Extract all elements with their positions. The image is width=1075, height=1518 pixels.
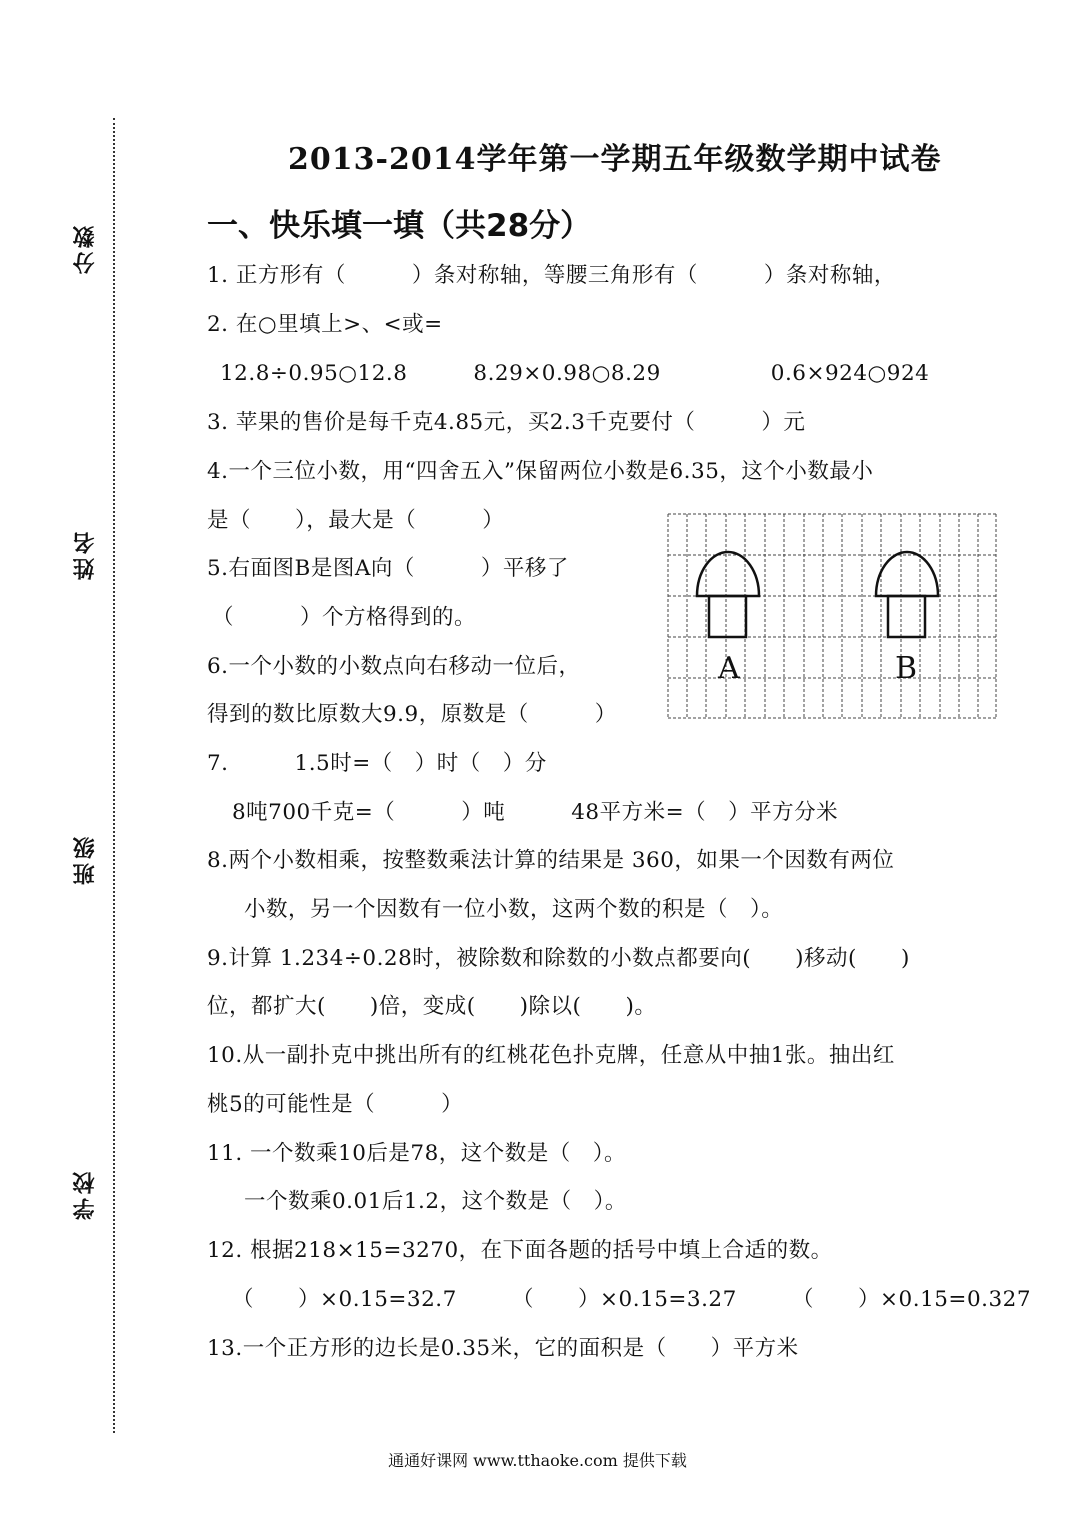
question-4: 4.一个三位小数，用“四舍五入”保留两位小数是6.35，这个小数最小 — [207, 459, 874, 484]
translation-grid-figure — [666, 512, 998, 720]
side-label-score: 分数 — [73, 222, 98, 274]
question-3: 3. 苹果的售价是每千克4.85元，买2.3千克要付（ ）元 — [207, 410, 806, 435]
question-6: 6.一个小数的小数点向右移动一位后， — [207, 654, 581, 679]
footer-source: 通通好课网 www.tthaoke.com 提供下载 — [388, 1451, 687, 1470]
question-2: 2. 在○里填上>、<或= — [207, 312, 443, 337]
question-9-cont: 位，都扩大( )倍，变成( )除以( )。 — [207, 994, 657, 1019]
side-label-school: 学校 — [73, 1168, 98, 1220]
figure-label-a: A — [718, 651, 740, 686]
figure-label-b: B — [895, 651, 918, 686]
question-9: 9.计算 1.234÷0.28时，被除数和除数的小数点都要向( )移动( ) — [207, 946, 910, 971]
question-4-cont: 是（ ），最大是（ ） — [207, 508, 505, 533]
question-10-cont: 桃5的可能性是（ ） — [207, 1092, 464, 1117]
question-7: 7. 1.5时=（ ）时（ ）分 — [207, 751, 547, 776]
question-5-cont: （ ）个方格得到的。 — [212, 605, 477, 630]
side-label-class: 班级 — [73, 833, 98, 885]
question-8-cont: 小数，另一个因数有一位小数，这两个数的积是（ ）。 — [244, 897, 784, 922]
question-8: 8.两个小数相乘，按整数乘法计算的结果是 360，如果一个因数有两位 — [207, 848, 895, 873]
question-11-cont: 一个数乘0.01后1.2，这个数是（ ）。 — [244, 1189, 627, 1214]
exam-title: 2013-2014学年第一学期五年级数学期中试卷 — [288, 142, 942, 177]
question-2-items: 12.8÷0.95○12.8 8.29×0.98○8.29 0.6×924○924 — [220, 361, 930, 386]
mushroom-shape-b — [876, 552, 938, 637]
question-1: 1. 正方形有（ ）条对称轴，等腰三角形有（ ）条对称轴， — [207, 263, 896, 288]
question-11: 11. 一个数乘10后是78，这个数是（ ）。 — [207, 1141, 626, 1166]
side-label-name: 姓名 — [73, 528, 98, 580]
grid-lines — [668, 514, 996, 718]
question-12: 12. 根据218×15=3270，在下面各题的括号中填上合适的数。 — [207, 1238, 833, 1263]
question-10: 10.从一副扑克中挑出所有的红桃花色扑克牌，任意从中抽1张。抽出红 — [207, 1043, 895, 1068]
section-heading: 一、快乐填一填（共28分） — [207, 208, 592, 244]
question-7-cont: 8吨700千克=（ ）吨 48平方米=（ ）平方分米 — [232, 800, 839, 825]
question-5: 5.右面图B是图A向（ ）平移了 — [207, 556, 569, 581]
question-12-items: （ ）×0.15=32.7 （ ）×0.15=3.27 （ ）×0.15=0.327 — [232, 1287, 1031, 1312]
binding-margin-line — [113, 118, 115, 1433]
question-6-cont: 得到的数比原数大9.9，原数是（ ） — [207, 702, 617, 727]
question-13: 13.一个正方形的边长是0.35米，它的面积是（ ）平方米 — [207, 1336, 799, 1361]
